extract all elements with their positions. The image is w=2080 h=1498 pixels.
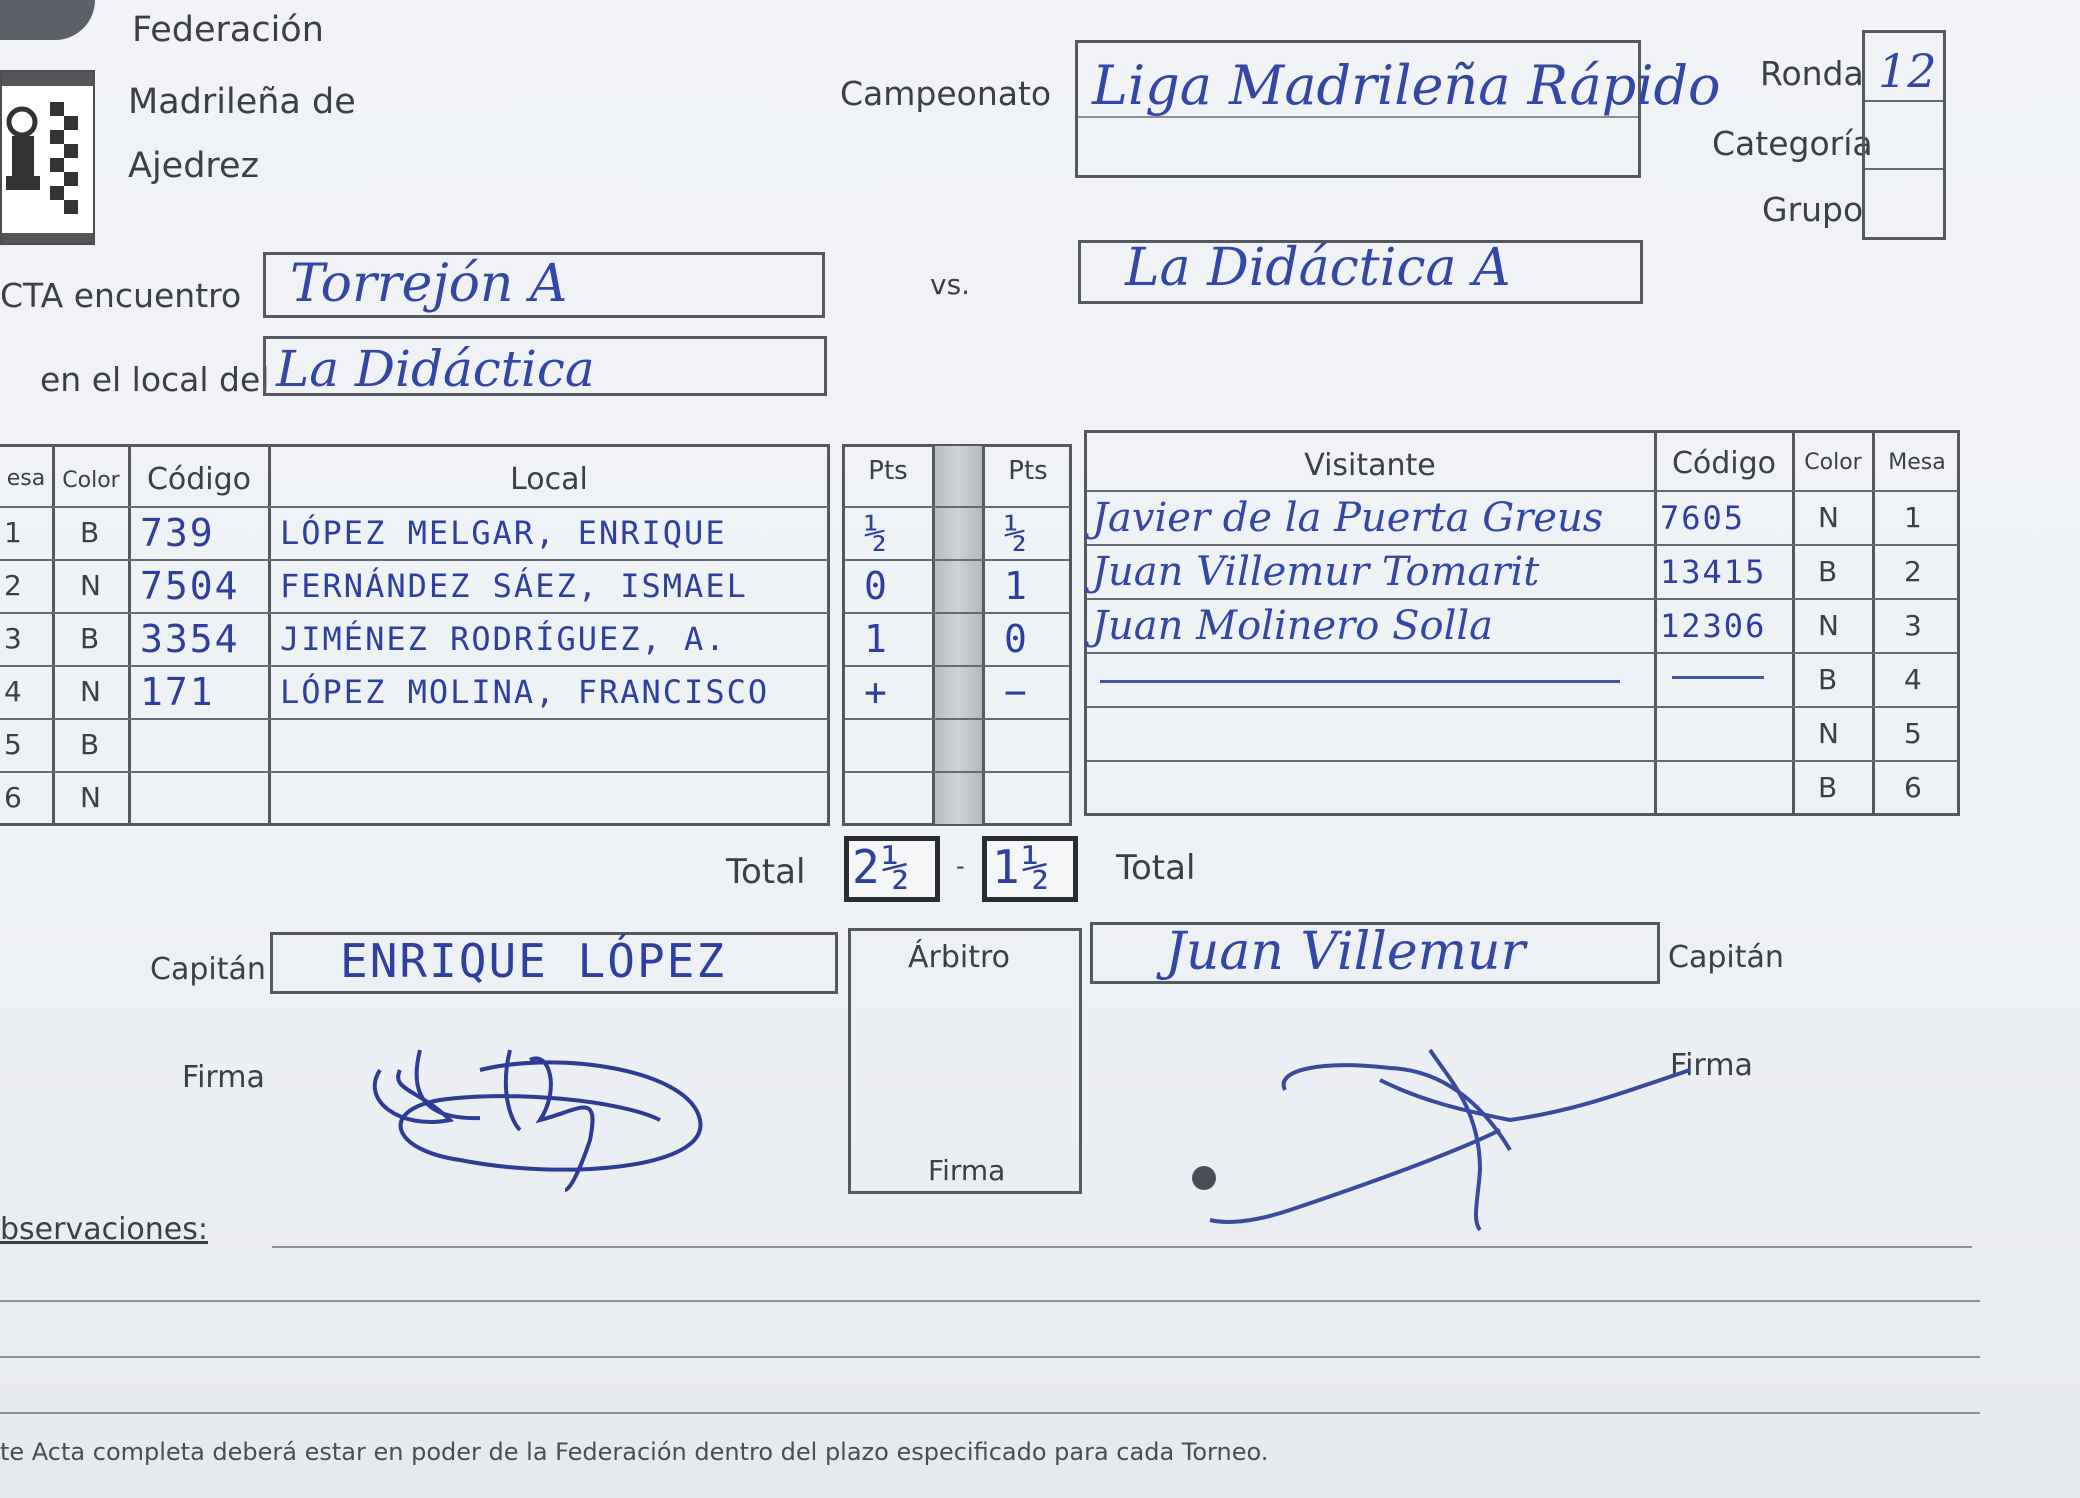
header-visitor-codigo: Código: [1671, 446, 1777, 481]
empty-code-strike: [1672, 676, 1764, 679]
org-line-1: Federación: [132, 10, 324, 50]
visitor-row-color: B: [1818, 555, 1838, 588]
home-total: 2½: [852, 840, 912, 894]
away-total: 1½: [992, 840, 1052, 894]
local-row-mesa: 5: [4, 728, 22, 761]
visitor-row-codigo: 7605: [1660, 499, 1746, 537]
visitor-row-color: N: [1818, 717, 1839, 750]
org-line-3: Ajedrez: [128, 146, 259, 186]
local-row-color: N: [80, 781, 101, 814]
local-row-color: N: [80, 675, 101, 708]
header-visitor-pts: Pts: [1008, 456, 1048, 486]
header-codigo: Código: [146, 462, 252, 497]
local-row-pts: 1: [864, 617, 889, 661]
local-row-color: B: [80, 516, 100, 549]
visitor-row-codigo: [1660, 656, 1790, 704]
vs-label: vs.: [930, 268, 971, 301]
local-row-player: [280, 774, 825, 822]
arbitro-firma-label: Firma: [928, 1154, 1006, 1187]
visitor-row-player: [1092, 764, 1652, 812]
home-team: Torrejón A: [290, 254, 568, 314]
visitor-row-pts: ½: [1004, 511, 1029, 555]
local-row-codigo: [140, 721, 266, 769]
footer-note: te Acta completa deberá estar en poder de la Federación dentro del plazo especificado para cada Torneo.: [0, 1438, 1269, 1466]
local-row-pts: +: [864, 670, 889, 714]
header-local-pts: Pts: [868, 456, 908, 486]
local-row-player: LÓPEZ MELGAR, ENRIQUE: [280, 514, 727, 552]
visitor-row-color: B: [1818, 771, 1838, 804]
away-captain-label: Capitán: [1668, 940, 1784, 975]
local-row-codigo: 7504: [140, 564, 240, 608]
visitor-row-pts: −: [1004, 670, 1029, 714]
visitor-row-pts: [1004, 721, 1064, 769]
categoria-label: Categoría: [1712, 124, 1873, 163]
header-visitor-mesa: Mesa: [1888, 450, 1946, 475]
local-row-player: LÓPEZ MOLINA, FRANCISCO: [280, 673, 770, 711]
ronda-label: Ronda: [1760, 54, 1864, 93]
local-row-color: B: [80, 728, 100, 761]
header-mesa: esa: [6, 466, 46, 491]
away-firma-label: Firma: [1670, 1048, 1753, 1083]
local-row-mesa: 1: [4, 516, 22, 549]
chess-pawn-crest-icon: [2, 72, 95, 245]
local-row-pts: ½: [864, 511, 889, 555]
campeonato-value: Liga Madrileña Rápido: [1092, 54, 1721, 117]
org-line-2: Madrileña de: [128, 82, 356, 122]
visitor-row-pts: 0: [1004, 617, 1029, 661]
total-left-label: Total: [726, 852, 806, 892]
arbitro-label: Árbitro: [908, 940, 1011, 975]
visitor-row-pts: [1004, 774, 1064, 822]
away-team: La Didáctica A: [1125, 238, 1511, 298]
crown-icon: [0, 0, 95, 40]
local-row-player: FERNÁNDEZ SÁEZ, ISMAEL: [280, 567, 748, 605]
local-row-codigo: 3354: [140, 617, 240, 661]
visitor-row-codigo: 12306: [1660, 607, 1767, 645]
home-captain-label: Capitán: [150, 952, 266, 987]
visitor-row-mesa: 3: [1904, 609, 1922, 642]
local-row-player: [280, 721, 825, 769]
grupo-label: Grupo: [1762, 190, 1864, 229]
header-visitor-color: Color: [1804, 450, 1862, 475]
header-visitante: Visitante: [1304, 448, 1436, 483]
local-row-mesa: 6: [4, 781, 22, 814]
home-captain: ENRIQUE LÓPEZ: [340, 934, 727, 988]
venue-label: en el local del: [40, 360, 270, 399]
visitor-row-mesa: 4: [1904, 663, 1922, 696]
local-row-mesa: 2: [4, 569, 22, 602]
visitor-row-codigo: [1660, 710, 1790, 758]
local-row-mesa: 4: [4, 675, 22, 708]
home-captain-signature: [360, 1010, 710, 1210]
campeonato-label: Campeonato: [840, 74, 1052, 113]
total-right-label: Total: [1116, 848, 1196, 888]
visitor-row-player: Juan Villemur Tomarit: [1092, 549, 1540, 595]
header-color: Color: [62, 468, 120, 493]
total-separator: -: [956, 852, 965, 880]
ronda-value: 12: [1878, 44, 1937, 98]
visitor-row-codigo: [1660, 764, 1790, 812]
local-row-color: N: [80, 569, 101, 602]
visitor-row-player: [1092, 710, 1652, 758]
away-captain: Juan Villemur: [1165, 922, 1526, 982]
visitor-row-mesa: 5: [1904, 717, 1922, 750]
venue-value: La Didáctica: [276, 340, 595, 398]
visitor-row-mesa: 6: [1904, 771, 1922, 804]
visitor-row-pts: 1: [1004, 564, 1029, 608]
local-row-codigo: [140, 774, 266, 822]
visitor-row-color: B: [1818, 663, 1838, 696]
away-captain-signature: [1180, 1040, 1700, 1240]
visitor-row-color: N: [1818, 609, 1839, 642]
visitor-row-mesa: 1: [1904, 501, 1922, 534]
local-row-codigo: 739: [140, 511, 215, 555]
observaciones-label: bservaciones:: [0, 1212, 208, 1247]
local-row-codigo: 171: [140, 670, 215, 714]
points-divider-column: [934, 446, 982, 824]
header-local: Local: [510, 462, 588, 497]
visitor-row-codigo: 13415: [1660, 553, 1767, 591]
acta-encuentro-label: CTA encuentro: [0, 276, 242, 315]
local-row-mesa: 3: [4, 622, 22, 655]
visitor-row-player: Juan Molinero Solla: [1092, 603, 1494, 649]
empty-row-strike: [1100, 680, 1620, 683]
local-row-color: B: [80, 622, 100, 655]
visitor-row-color: N: [1818, 501, 1839, 534]
local-row-pts: 0: [864, 564, 889, 608]
visitor-row-mesa: 2: [1904, 555, 1922, 588]
federation-logo: [0, 70, 95, 245]
local-row-player: JIMÉNEZ RODRÍGUEZ, A.: [280, 620, 727, 658]
visitor-row-player: Javier de la Puerta Greus: [1092, 495, 1604, 541]
home-firma-label: Firma: [182, 1060, 265, 1095]
